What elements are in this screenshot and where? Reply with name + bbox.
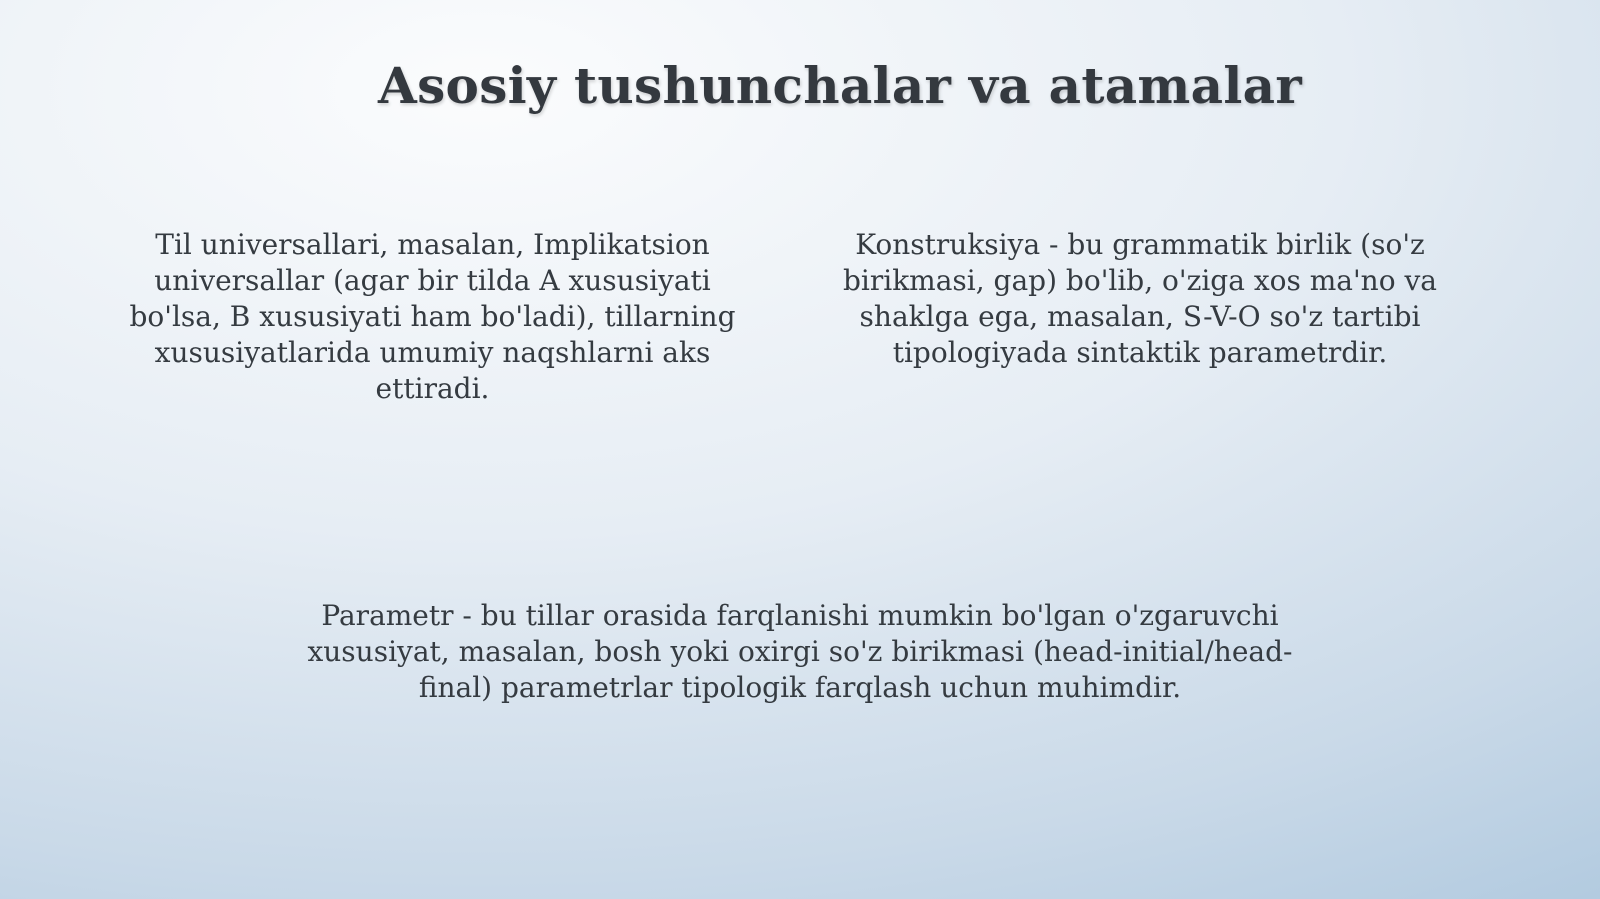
text-block-universals: Til universallari, masalan, Implikatsion universallar (agar bir tilda A xususiyati bo'lsa, B xususiyati ham bo'ladi), tillarning xususiyatlarida umumiy naqshlarni aks ettiradi. [129, 228, 736, 405]
text-block-construction: Konstruksiya - bu grammatik birlik (so'z birikmasi, gap) bo'lib, o'ziga xos ma'no va shaklga ega, masalan, S-V-O so'z tartibi tipologiyada sintaktik parametrdir. [843, 228, 1437, 369]
text-block-parameter: Parametr - bu tillar orasida farqlanishi mumkin bo'lgan o'zgaruvchi xususiyat, masalan, bosh yoki oxirgi so'z birikmasi (head-initial/head-final) parametrlar tipologik farqlash uchun muhimdir. [307, 599, 1293, 704]
slide-title: Asosiy tushunchalar va atamalar [378, 56, 1302, 115]
